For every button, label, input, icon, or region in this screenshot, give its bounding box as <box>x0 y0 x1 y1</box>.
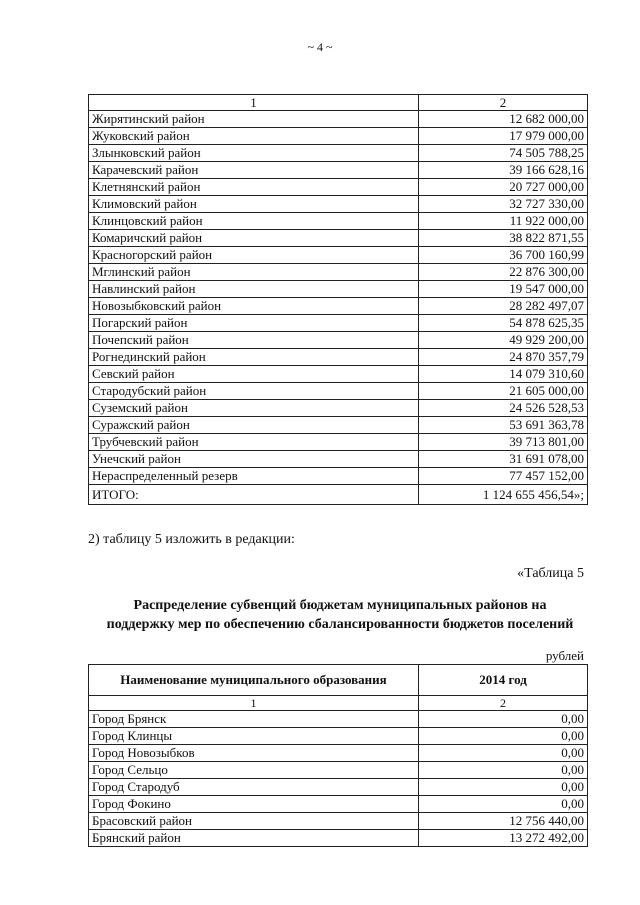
row-value: 53 691 363,78 <box>419 417 588 434</box>
row-name: Нераспределенный резерв <box>89 468 419 485</box>
row-value: 17 979 000,00 <box>419 128 588 145</box>
row-value: 54 878 625,35 <box>419 315 588 332</box>
row-value: 14 079 310,60 <box>419 366 588 383</box>
row-value: 22 876 300,00 <box>419 264 588 281</box>
row-value: 0,00 <box>419 796 588 813</box>
table-row <box>89 298 588 315</box>
row-name: Жуковский район <box>89 128 419 145</box>
table-row <box>89 315 588 332</box>
row-name: Город Стародуб <box>89 779 419 796</box>
total-label: ИТОГО: <box>89 485 419 505</box>
row-name: Город Брянск <box>89 711 419 728</box>
table-row <box>89 417 588 434</box>
table-row <box>89 400 588 417</box>
amendment-note: 2) таблицу 5 изложить в редакции: <box>88 532 295 547</box>
row-name: Рогнединский район <box>89 349 419 366</box>
table-title-line-1: Распределение субвенций бюджетам муниципальных районов на <box>133 598 547 613</box>
table-row <box>89 745 588 762</box>
row-name: Жирятинский район <box>89 111 419 128</box>
row-value: 11 922 000,00 <box>419 213 588 230</box>
table-row <box>89 332 588 349</box>
row-name: Карачевский район <box>89 162 419 179</box>
row-name: Новозыбковский район <box>89 298 419 315</box>
column-index-1: 1 <box>89 696 419 711</box>
row-name: Климовский район <box>89 196 419 213</box>
row-value: 24 526 528,53 <box>419 400 588 417</box>
row-value: 31 691 078,00 <box>419 451 588 468</box>
table-row <box>89 264 588 281</box>
page-number: ~ 4 ~ <box>307 40 333 54</box>
row-name: Город Сельцо <box>89 762 419 779</box>
row-value: 77 457 152,00 <box>419 468 588 485</box>
table-row <box>89 230 588 247</box>
column-index-row <box>89 696 588 711</box>
row-value: 32 727 330,00 <box>419 196 588 213</box>
subsidies-table-continued <box>88 94 588 505</box>
row-name: Город Новозыбков <box>89 745 419 762</box>
column-index-1: 1 <box>89 95 419 111</box>
table-row <box>89 196 588 213</box>
row-name: Город Клинцы <box>89 728 419 745</box>
row-value: 74 505 788,25 <box>419 145 588 162</box>
table-row <box>89 468 588 485</box>
row-value: 24 870 357,79 <box>419 349 588 366</box>
row-name: Клинцовский район <box>89 213 419 230</box>
table-row <box>89 162 588 179</box>
row-value: 13 272 492,00 <box>419 830 588 847</box>
row-value: 12 756 440,00 <box>419 813 588 830</box>
row-value: 20 727 000,00 <box>419 179 588 196</box>
row-name: Мглинский район <box>89 264 419 281</box>
row-value: 28 282 497,07 <box>419 298 588 315</box>
row-name: Погарский район <box>89 315 419 332</box>
total-value: 1 124 655 456,54»; <box>419 485 588 505</box>
table-caption: «Таблица 5 <box>517 566 584 581</box>
column-index-2: 2 <box>419 95 588 111</box>
table-row <box>89 281 588 298</box>
table-row <box>89 213 588 230</box>
row-value: 39 166 628,16 <box>419 162 588 179</box>
row-value: 19 547 000,00 <box>419 281 588 298</box>
table-row <box>89 762 588 779</box>
row-name: Навлинский район <box>89 281 419 298</box>
row-value: 21 605 000,00 <box>419 383 588 400</box>
row-value: 0,00 <box>419 711 588 728</box>
table-row <box>89 111 588 128</box>
table-row <box>89 711 588 728</box>
row-name: Город Фокино <box>89 796 419 813</box>
table-row <box>89 128 588 145</box>
table-row <box>89 728 588 745</box>
row-name: Суражский район <box>89 417 419 434</box>
row-name: Севский район <box>89 366 419 383</box>
table-row <box>89 145 588 162</box>
row-name: Стародубский район <box>89 383 419 400</box>
header-municipality: Наименование муниципального образования <box>89 665 419 696</box>
row-name: Брянский район <box>89 830 419 847</box>
row-value: 0,00 <box>419 779 588 796</box>
table-row <box>89 796 588 813</box>
row-value: 0,00 <box>419 728 588 745</box>
table-row <box>89 830 588 847</box>
table-row <box>89 349 588 366</box>
row-value: 49 929 200,00 <box>419 332 588 349</box>
row-value: 38 822 871,55 <box>419 230 588 247</box>
table-row <box>89 383 588 400</box>
row-name: Унечский район <box>89 451 419 468</box>
row-value: 12 682 000,00 <box>419 111 588 128</box>
table-row <box>89 179 588 196</box>
table-title <box>70 596 610 634</box>
row-value: 0,00 <box>419 762 588 779</box>
table-title-line-2: поддержку мер по обеспечению сбалансированности бюджетов поселений <box>106 617 574 632</box>
table-row <box>89 813 588 830</box>
table-row <box>89 434 588 451</box>
row-name: Злынковский район <box>89 145 419 162</box>
column-index-2: 2 <box>419 696 588 711</box>
row-name: Комаричский район <box>89 230 419 247</box>
row-value: 0,00 <box>419 745 588 762</box>
subsidies-table-5 <box>88 664 588 847</box>
total-row <box>89 485 588 505</box>
row-name: Трубчевский район <box>89 434 419 451</box>
table-row <box>89 451 588 468</box>
table-row <box>89 779 588 796</box>
table-row <box>89 366 588 383</box>
row-name: Почепский район <box>89 332 419 349</box>
header-year: 2014 год <box>419 665 588 696</box>
table-row <box>89 247 588 264</box>
row-name: Суземский район <box>89 400 419 417</box>
row-value: 39 713 801,00 <box>419 434 588 451</box>
row-name: Клетнянский район <box>89 179 419 196</box>
row-name: Красногорский район <box>89 247 419 264</box>
column-index-row <box>89 95 588 111</box>
header-row <box>89 665 588 696</box>
row-name: Брасовский район <box>89 813 419 830</box>
units-label: рублей <box>545 648 584 663</box>
row-value: 36 700 160,99 <box>419 247 588 264</box>
